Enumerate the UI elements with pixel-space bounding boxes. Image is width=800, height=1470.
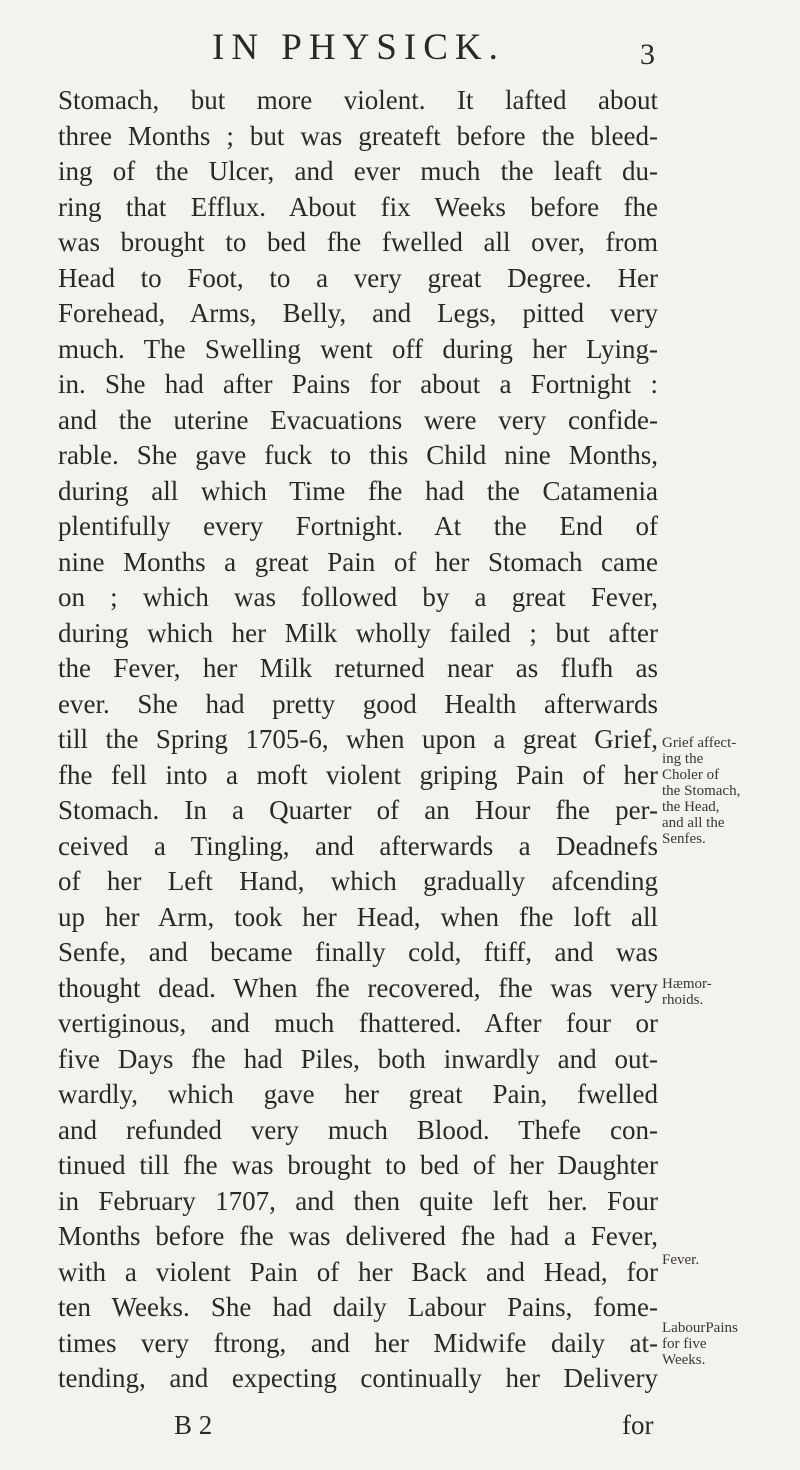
text-line: Head to Foot, to a very great Degree. Her: [58, 262, 658, 293]
margin-note-line: ing the: [662, 751, 704, 767]
text-line: five Days fhe had Piles, both inwardly and out-: [58, 1043, 658, 1074]
margin-note-line: the Stomach,: [662, 783, 741, 799]
text-line: three Months ; but was greateft before the bleed-: [58, 120, 658, 151]
text-line: much. The Swelling went off during her Lying-: [58, 333, 658, 364]
margin-note-line: Fever.: [662, 1252, 700, 1268]
text-line: fhe fell into a moft violent griping Pain of her: [58, 759, 658, 790]
text-line: the Fever, her Milk returned near as flufh as: [58, 653, 658, 683]
text-line: during which her Milk wholly failed ; but after: [58, 617, 658, 648]
margin-note-line: the Head,: [662, 799, 720, 815]
text-line: thought dead. When fhe recovered, fhe was very: [58, 972, 658, 1003]
text-line: ever. She had pretty good Health afterwards: [58, 688, 658, 719]
text-line: in February 1707, and then quite left her. Four: [58, 1185, 658, 1216]
text-line: up her Arm, took her Head, when fhe loft all: [58, 901, 658, 932]
text-line: rable. She gave fuck to this Child nine Months,: [58, 440, 658, 470]
body-text: [58, 83, 658, 1397]
text-line: tending, and expecting continually her Delivery: [58, 1363, 658, 1393]
margin-note-grief: [662, 735, 794, 847]
text-line: vertiginous, and much fhattered. After four or: [58, 1008, 658, 1038]
catchword: for: [622, 1410, 654, 1440]
signature-mark: B 2: [174, 1410, 213, 1440]
text-line: wardly, which gave her great Pain, fwelled: [58, 1079, 658, 1109]
margin-note-line: rhoids.: [662, 992, 704, 1008]
text-line: and the uterine Evacuations were very confide-: [58, 404, 658, 435]
text-line: times very ftrong, and her Midwife daily at-: [58, 1327, 658, 1358]
margin-note-line: Grief affect-: [662, 735, 737, 751]
text-line: ring that Efflux. About fix Weeks before fhe: [58, 191, 658, 222]
text-line: on ; which was followed by a great Fever,: [58, 582, 658, 612]
text-line: in. She had after Pains for about a Fortnight :: [58, 369, 658, 399]
margin-note-fever: [662, 1252, 794, 1268]
page-number: 3: [640, 38, 655, 71]
margin-note-line: Weeks.: [662, 1352, 706, 1368]
margin-note-line: and all the: [662, 815, 725, 831]
margin-note-line: Choler of: [662, 767, 720, 783]
text-line: of her Left Hand, which gradually afcending: [58, 866, 658, 896]
text-line: ing of the Ulcer, and ever much the leaft du-: [58, 156, 658, 186]
margin-note-haemorrhoids: [662, 976, 794, 1008]
running-head: IN PHYSICK.: [212, 27, 505, 68]
text-line: ten Weeks. She had daily Labour Pains, fome-: [58, 1292, 658, 1322]
text-line: with a violent Pain of her Back and Head, for: [58, 1256, 658, 1287]
text-line: Forehead, Arms, Belly, and Legs, pitted very: [58, 298, 658, 328]
text-line: till the Spring 1705-6, when upon a great Grief,: [58, 724, 658, 754]
text-line: Stomach. In a Quarter of an Hour fhe per-: [58, 795, 658, 825]
text-line: during all which Time fhe had the Catamenia: [58, 475, 658, 506]
text-line: Stomach, but more violent. It lafted about: [58, 85, 658, 115]
text-line: Senfe, and became finally cold, ftiff, and was: [58, 937, 658, 967]
text-line: nine Months a great Pain of her Stomach came: [58, 546, 658, 577]
margin-note-line: Hæmor-: [662, 976, 712, 992]
margin-note-line: for five: [662, 1336, 707, 1352]
margin-note-labour-pains: [662, 1320, 794, 1368]
text-line: Months before fhe was delivered fhe had a Fever,: [58, 1221, 658, 1251]
margin-note-line: LabourPains: [662, 1320, 738, 1336]
text-line: tinued till fhe was brought to bed of her Daughter: [58, 1150, 658, 1180]
text-line: and refunded very much Blood. Thefe con-: [58, 1114, 658, 1145]
text-line: plentifully every Fortnight. At the End of: [58, 511, 658, 541]
text-line: ceived a Tingling, and afterwards a Deadnefs: [58, 830, 658, 861]
text-line: was brought to bed fhe fwelled all over, from: [58, 227, 658, 257]
margin-note-line: Senfes.: [662, 831, 706, 847]
